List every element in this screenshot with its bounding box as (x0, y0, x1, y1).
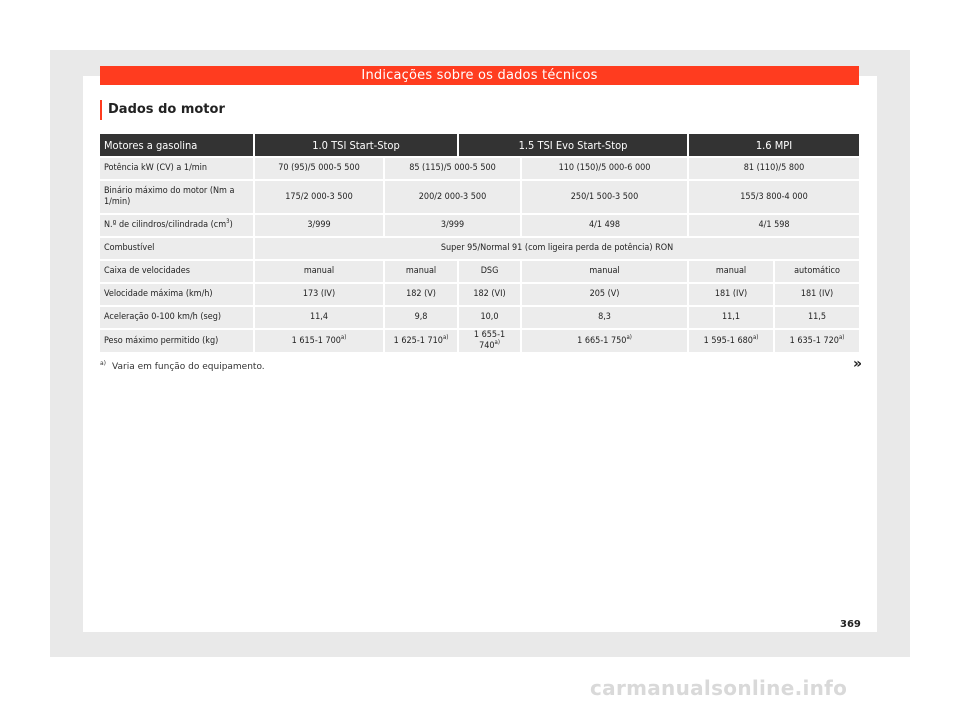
page-number: 369 (840, 619, 861, 630)
section-title: Dados do motor (100, 100, 225, 120)
table-cell: 9,8 (384, 306, 458, 329)
table-cell: 85 (115)/5 000-5 500 (384, 157, 521, 180)
table-cell: 155/3 800-4 000 (688, 180, 859, 214)
table-cell: 11,1 (688, 306, 774, 329)
table-cell: 182 (VI) (458, 283, 521, 306)
cell-value: 1 595-1 680 (703, 335, 753, 346)
row-label-power: Potência kW (CV) a 1/min (100, 157, 254, 180)
header-1-0-tsi: 1.0 TSI Start-Stop (254, 134, 458, 157)
table-cell (774, 329, 859, 352)
table-cell: 205 (V) (521, 283, 688, 306)
table-cell: 175/2 000-3 500 (254, 180, 384, 214)
table-cell (384, 329, 458, 352)
table-cell (254, 329, 384, 352)
table-row (100, 306, 859, 329)
row-label-gearbox: Caixa de velocidades (100, 260, 254, 283)
cell-value: 1 625-1 710 (393, 335, 443, 346)
header-1-5-tsi-evo: 1.5 TSI Evo Start-Stop (458, 134, 688, 157)
table-cell (688, 329, 774, 352)
header-petrol-engines: Motores a gasolina (100, 134, 254, 157)
row-label-text: N.º de cilindros/cilindrada (cm (104, 220, 227, 230)
table-row (100, 329, 859, 352)
table-cell: 70 (95)/5 000-5 500 (254, 157, 384, 180)
table-cell: 4/1 498 (521, 214, 688, 237)
superscript: 3 (226, 218, 230, 225)
table-cell: 110 (150)/5 000-6 000 (521, 157, 688, 180)
footnote-ref: a) (494, 339, 500, 346)
table-row (100, 237, 859, 260)
table-row (100, 214, 859, 237)
footnote-marker: a) (100, 360, 107, 367)
cell-value: 1 615-1 700 (291, 335, 341, 346)
table-cell: 182 (V) (384, 283, 458, 306)
table-cell: 11,4 (254, 306, 384, 329)
table-cell: automático (774, 260, 859, 283)
table-cell: manual (254, 260, 384, 283)
table-cell (521, 329, 688, 352)
footnote-ref: a) (626, 333, 632, 341)
table-cell: DSG (458, 260, 521, 283)
footnote-ref: a) (442, 333, 449, 341)
cell-value: 1 635-1 720 (789, 335, 839, 346)
footnote (100, 362, 265, 372)
cell-value: 1 655-1 740 (473, 330, 506, 351)
table-cell: 10,0 (458, 306, 521, 329)
row-label-max-weight: Peso máximo permitido (kg) (100, 329, 254, 352)
continue-arrow-icon: » (853, 356, 863, 372)
footnote-ref: a) (838, 333, 845, 341)
table-cell: 181 (IV) (774, 283, 859, 306)
table-cell: manual (384, 260, 458, 283)
row-label-max-speed: Velocidade máxima (km/h) (100, 283, 254, 306)
row-label-acceleration: Aceleração 0-100 km/h (seg) (100, 306, 254, 329)
table-row (100, 180, 859, 214)
table-cell: manual (688, 260, 774, 283)
table-cell (458, 329, 521, 352)
table-cell: 4/1 598 (688, 214, 859, 237)
footnote-text: Varia em função do equipamento. (112, 362, 265, 372)
engine-data-table (100, 134, 859, 352)
row-label-cylinders (100, 214, 254, 237)
table-row (100, 260, 859, 283)
chapter-banner: Indicações sobre os dados técnicos (100, 66, 859, 85)
table-cell: 81 (110)/5 800 (688, 157, 859, 180)
footnote-ref: a) (752, 333, 759, 341)
table-cell: 181 (IV) (688, 283, 774, 306)
table-cell: 3/999 (384, 214, 521, 237)
table-row (100, 157, 859, 180)
row-label-torque: Binário máximo do motor (Nm a 1/min) (100, 180, 254, 214)
table-cell: manual (521, 260, 688, 283)
table-cell: 11,5 (774, 306, 859, 329)
table-cell: 200/2 000-3 500 (384, 180, 521, 214)
table-cell: Super 95/Normal 91 (com ligeira perda de potência) RON (254, 237, 859, 260)
row-label-text: ) (229, 220, 233, 230)
row-label-fuel: Combustível (100, 237, 254, 260)
table-cell: 250/1 500-3 500 (521, 180, 688, 214)
table-header-row (100, 134, 859, 157)
header-1-6-mpi: 1.6 MPI (688, 134, 859, 157)
table-cell: 173 (IV) (254, 283, 384, 306)
table-row (100, 283, 859, 306)
table-cell: 3/999 (254, 214, 384, 237)
footnote-ref: a) (340, 333, 347, 341)
cell-value: 1 665-1 750 (577, 335, 627, 346)
watermark: carmanualsonline.info (590, 676, 848, 700)
table-cell: 8,3 (521, 306, 688, 329)
